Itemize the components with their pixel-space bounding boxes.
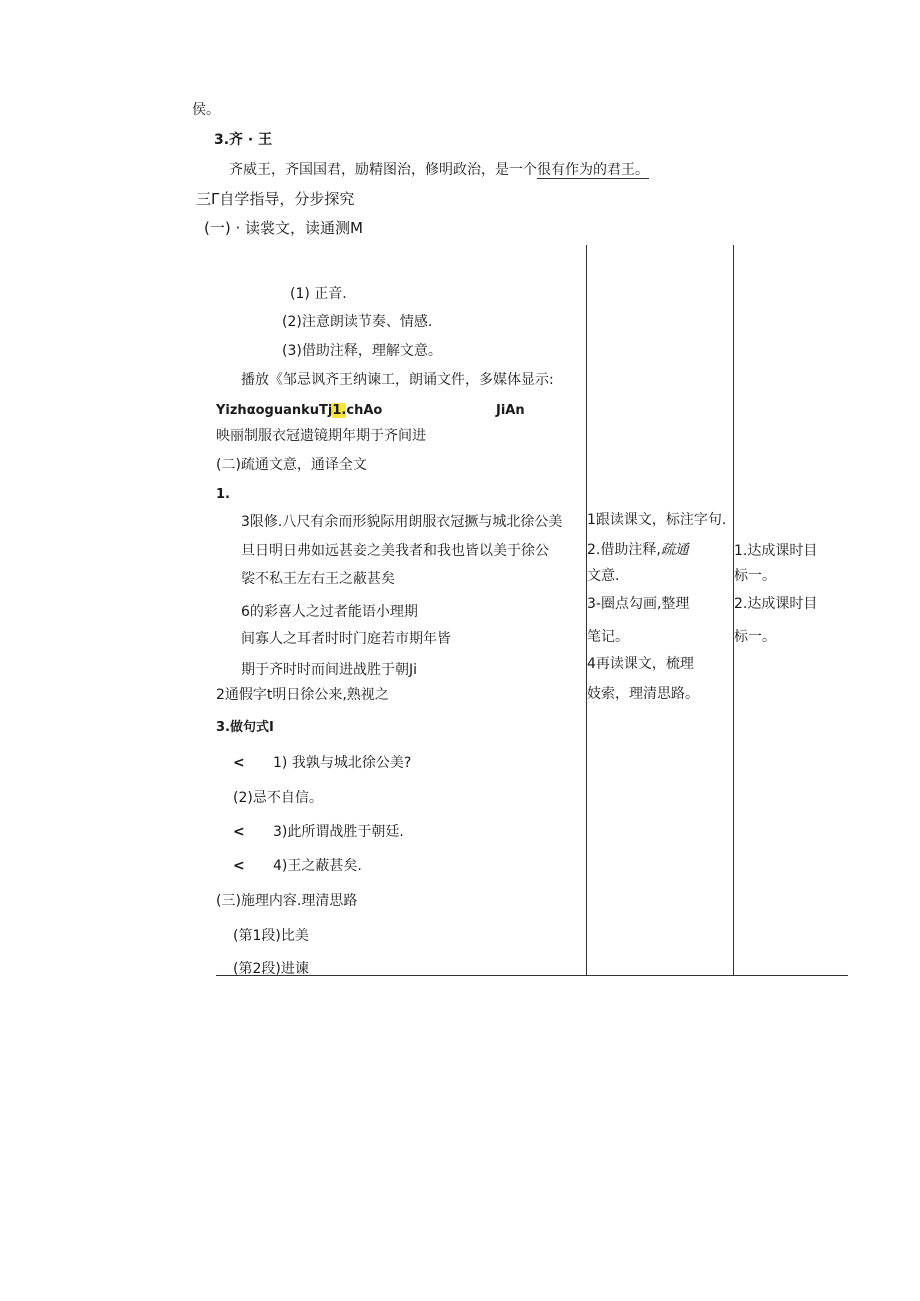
qi-wang-heading: 3.齐 · 王 — [214, 132, 273, 148]
table-bottom-rule — [216, 975, 848, 976]
sentence-3-marker: < — [233, 824, 245, 840]
word-list-line-1: 3限修.八尺有余而形貌际用朗服衣冠撅与城北徐公美 — [241, 514, 563, 530]
pinyin-jian: JiAn — [496, 403, 525, 418]
activity-2-italic: 疏通 — [660, 542, 689, 558]
word-list-line-3: 裟不私王左右王之蔽甚矣 — [241, 571, 395, 587]
pinyin-highlight: 1. — [332, 403, 347, 418]
goal-1-cont: 标一。 — [734, 568, 776, 584]
item-3-sentence-patterns: 3.做句式I — [216, 720, 274, 735]
section3-heading: 三Γ自学指导，分步探究 — [196, 190, 355, 208]
pinyin-line — [216, 402, 382, 420]
activity-4: 4再读课文，梳理 — [587, 656, 694, 672]
pinyin-part-b: chAo — [346, 403, 383, 418]
activity-2-cont: 文意. — [587, 568, 620, 584]
pinyin-part-a: YizhαoguankuTj — [216, 403, 333, 418]
step-annotation: (3)借助注释，理解文意。 — [282, 343, 442, 359]
intro-line-hou: 侯。 — [192, 102, 220, 118]
sentence-1: 1) 我孰与城北徐公美? — [273, 755, 412, 771]
item-2-tongjia: 2通假字t明日徐公来,熟视之 — [216, 687, 389, 703]
sentence-1-marker: < — [233, 755, 245, 771]
activity-4-cont: 妓索，理清思路。 — [587, 686, 699, 702]
activity-3: 3-圈点勾画,整理 — [587, 596, 690, 612]
sub2-heading: (二)疏通文意，通译全文 — [216, 457, 367, 473]
activity-2 — [587, 541, 689, 559]
goal-2-cont: 标一。 — [734, 629, 776, 645]
sentence-3: 3)此所谓战胜于朝廷. — [273, 824, 404, 840]
step-pronunciation: (1) 正音. — [290, 286, 347, 302]
sentence-4-marker: < — [233, 858, 245, 874]
word-list-line-4: 6的彩喜人之过者能语小理期 — [241, 604, 418, 620]
activity-3-cont: 笔记。 — [587, 629, 629, 645]
sentence-4: 4)王之蔽甚矣. — [273, 858, 362, 874]
activity-2-main: 2.借助注释, — [587, 542, 661, 558]
activity-1: 1跟读课文，标注字句. — [587, 512, 727, 528]
item-1-marker: 1. — [216, 487, 230, 502]
character-line: 映丽制服衣冠遗镜期年期于齐间进 — [216, 428, 426, 444]
word-list-line-5: 间寡人之耳者时时门庭若市期年皆 — [241, 631, 451, 647]
qi-wang-description — [229, 161, 649, 179]
goal-1: 1.达成课时目 — [734, 543, 818, 559]
paragraph-2-label: (第2段)进谏 — [233, 961, 309, 977]
word-list-line-6: 期于齐时时而间进战胜于朝Ji — [241, 662, 418, 678]
paragraph-1-label: (第1段)比美 — [233, 928, 309, 944]
sentence-2: (2)忌不自信。 — [233, 790, 323, 806]
step-rhythm: (2)注意朗读节奏、情感. — [282, 314, 433, 330]
goal-2: 2.达成课时目 — [734, 596, 818, 612]
qi-wang-desc-underlined: 很有作为的君王。 — [537, 162, 649, 178]
word-list-line-2: 旦日明日弗如远甚妾之美我者和我也皆以美于徐公 — [241, 543, 549, 559]
qi-wang-desc-main: 齐威王，齐国国君，励精图治，修明政治，是一个 — [229, 162, 537, 178]
media-play-line: 播放《邹忌讽齐王纳谏工，朗诵文件，多媒体显示: — [241, 372, 554, 388]
sub3-heading: (三)施理内容.理清思路 — [216, 893, 358, 909]
sub1-heading: (一) · 读裳文，读通测M — [204, 219, 363, 237]
